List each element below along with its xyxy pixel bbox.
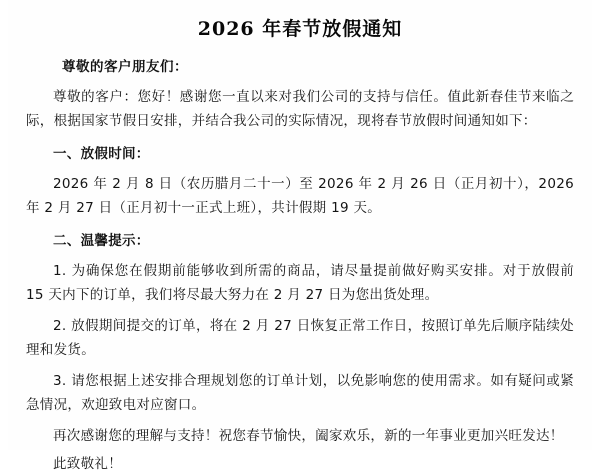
reminder-item-2: 2. 放假期间提交的订单，将在 2 月 27 日恢复正常工作日，按照订单先后顺序陆续处理和发货。 (26, 318, 574, 359)
intro-paragraph: 尊敬的客户：您好！感谢您一直以来对我们公司的支持与信任。值此新春佳节来临之际，根据国家节假日安排，并结合我公司的实际情况，现将春节放假时间通知如下： (26, 89, 574, 130)
section-body-holiday-period: 2026 年 2 月 8 日（农历腊月二十一）至 2026 年 2 月 26 日（正月初十），2026 年 2 月 27 日（正月初十一正式上班），共计假期 19 天。 (26, 176, 574, 217)
reminder-item-1: 1. 为确保您在假期前能够收到所需的商品，请尽量提前做好购买安排。对于放假前 15 天内下的订单，我们将尽最大努力在 2 月 27 日为您出货处理。 (26, 263, 574, 304)
reminder-item-3: 3. 请您根据上述安排合理规划您的订单计划，以免影响您的使用需求。如有疑问或紧急情况，欢迎致电对应窗口。 (26, 373, 574, 414)
page-right-margin (592, 0, 600, 450)
sign-off: 此致敬礼！ (53, 456, 122, 473)
page-title: 2026 年春节放假通知 (197, 18, 403, 40)
section-heading-holiday-period: 一、放假时间： (53, 146, 150, 163)
salutation: 尊敬的客户朋友们： (62, 59, 188, 75)
section-heading-reminders: 二、温馨提示： (53, 233, 150, 250)
page-left-margin (0, 0, 8, 450)
closing-paragraph: 再次感谢您的理解与支持！祝您春节愉快，阖家欢乐，新的一年事业更加兴旺发达！ (53, 428, 564, 445)
